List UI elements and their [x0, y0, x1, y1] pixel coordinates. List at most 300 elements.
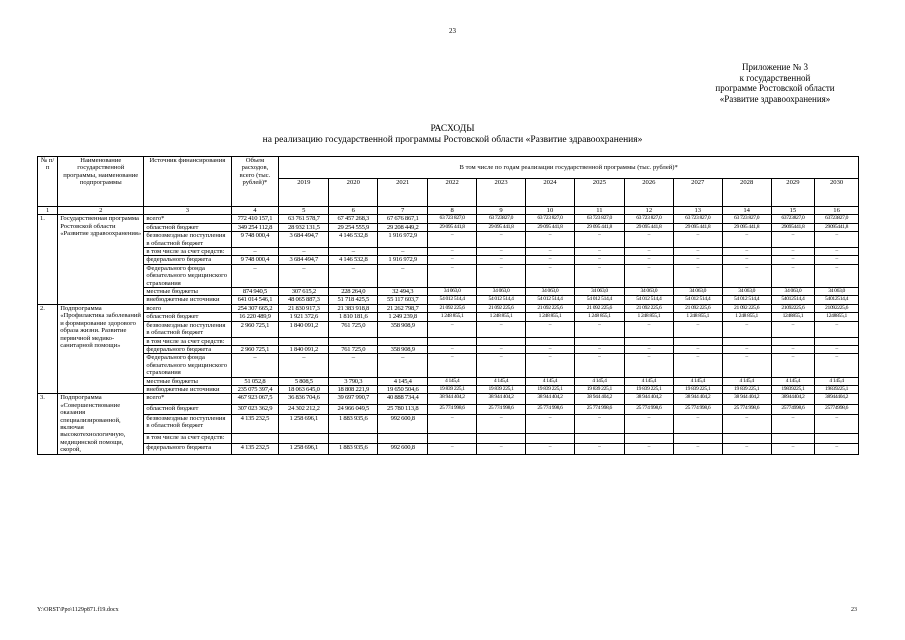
- table-row: [38, 414, 859, 433]
- amount-cell: 24 302 212,2: [279, 404, 329, 414]
- amount-cell: 28 932 131,5: [279, 223, 329, 231]
- amount-cell: [722, 337, 771, 345]
- amount-cell: 34 063,0: [771, 288, 815, 296]
- amount-cell: [574, 337, 624, 345]
- amount-cell: –: [815, 248, 859, 256]
- header-years-group: В том числе по годам реализации государственной программы (тыс. рублей)*: [279, 157, 859, 179]
- amount-cell: 29 095 441,8: [428, 223, 477, 231]
- appendix-line: «Развитие здравоохранения»: [719, 93, 831, 104]
- amount-cell: 63 723 827,0: [722, 215, 771, 223]
- amount-cell: –: [722, 232, 771, 248]
- amount-cell: 29 095 441,8: [624, 223, 673, 231]
- amount-cell: 19 839 225,1: [526, 385, 575, 393]
- header-year: 2023: [477, 179, 526, 207]
- table-row: [38, 296, 859, 304]
- amount-cell: 34 063,0: [624, 288, 673, 296]
- amount-cell: 38944404,2: [771, 394, 815, 404]
- amount-cell: 1 248 855,1: [526, 313, 575, 321]
- amount-cell: –: [329, 248, 378, 256]
- amount-cell: 1 248 855,1: [673, 313, 722, 321]
- amount-cell: [624, 434, 673, 444]
- amount-cell: 307 023 362,9: [231, 404, 279, 414]
- amount-cell: 1 921 372,6: [279, 313, 329, 321]
- funding-source: всего: [144, 304, 231, 312]
- expenses-table-wrapper: [37, 156, 859, 455]
- amount-cell: 25 774 998,6: [574, 404, 624, 414]
- table-row: [38, 434, 859, 444]
- amount-cell: –: [231, 354, 279, 377]
- amount-cell: –: [673, 345, 722, 353]
- amount-cell: 19839225,1: [815, 385, 859, 393]
- amount-cell: 36 836 704,6: [279, 394, 329, 404]
- amount-cell: –: [673, 321, 722, 337]
- amount-cell: 761 725,0: [329, 345, 378, 353]
- amount-cell: 34 063,0: [526, 288, 575, 296]
- amount-cell: –: [815, 354, 859, 377]
- amount-cell: 9 748 000,4: [231, 232, 279, 248]
- amount-cell: 63 723 827,0: [624, 215, 673, 223]
- funding-source: федерального бюджета: [144, 256, 231, 264]
- amount-cell: 63 723 827,0: [574, 215, 624, 223]
- amount-cell: 67 457 268,3: [329, 215, 378, 223]
- amount-cell: 54 012 514,4: [428, 296, 477, 304]
- amount-cell: –: [428, 321, 477, 337]
- appendix-line: программе Ростовской области: [715, 83, 835, 93]
- amount-cell: –: [624, 248, 673, 256]
- amount-cell: –: [771, 256, 815, 264]
- table-row: [38, 313, 859, 321]
- column-index: 5: [279, 207, 329, 215]
- amount-cell: –: [673, 256, 722, 264]
- amount-cell: 25 780 113,8: [378, 404, 428, 414]
- amount-cell: 235 075 397,4: [231, 385, 279, 393]
- amount-cell: 25 774 998,6: [477, 404, 526, 414]
- amount-cell: –: [526, 264, 575, 287]
- amount-cell: –: [624, 232, 673, 248]
- amount-cell: [477, 434, 526, 444]
- amount-cell: 29 095 441,8: [526, 223, 575, 231]
- funding-source: местные бюджеты: [144, 288, 231, 296]
- amount-cell: –: [477, 444, 526, 454]
- amount-cell: 1 916 972,9: [378, 232, 428, 248]
- amount-cell: 1 810 181,6: [329, 313, 378, 321]
- amount-cell: 4 145,4: [428, 377, 477, 385]
- amount-cell: –: [526, 321, 575, 337]
- amount-cell: –: [771, 414, 815, 433]
- header-year: 2019: [279, 179, 329, 207]
- header-num: № п/п: [38, 157, 58, 207]
- amount-cell: –: [771, 232, 815, 248]
- amount-cell: 992 600,8: [378, 414, 428, 433]
- amount-cell: 19839225,1: [771, 385, 815, 393]
- amount-cell: 24 966 049,5: [329, 404, 378, 414]
- amount-cell: –: [378, 264, 428, 287]
- amount-cell: 992 600,8: [378, 444, 428, 454]
- page-number-top: 23: [449, 27, 456, 35]
- table-row: [38, 232, 859, 248]
- header-year: 2027: [673, 179, 722, 207]
- amount-cell: –: [574, 256, 624, 264]
- amount-cell: [428, 434, 477, 444]
- amount-cell: –: [771, 264, 815, 287]
- amount-cell: –: [428, 414, 477, 433]
- amount-cell: 358 908,9: [378, 345, 428, 353]
- amount-cell: 4 145,4: [771, 377, 815, 385]
- amount-cell: 5 808,5: [279, 377, 329, 385]
- amount-cell: –: [673, 444, 722, 454]
- amount-cell: 21 383 918,8: [329, 304, 378, 312]
- header-year: 2029: [771, 179, 815, 207]
- amount-cell: 63 723 827,0: [428, 215, 477, 223]
- amount-cell: 63 761 578,7: [279, 215, 329, 223]
- amount-cell: 4 135 232,5: [231, 444, 279, 454]
- amount-cell: 1 248 855,1: [428, 313, 477, 321]
- table-row: [38, 215, 859, 223]
- amount-cell: 38 944 404,2: [722, 394, 771, 404]
- amount-cell: [378, 434, 428, 444]
- column-index: 12: [624, 207, 673, 215]
- table-row: [38, 394, 859, 404]
- amount-cell: 54 012 514,4: [477, 296, 526, 304]
- amount-cell: –: [477, 256, 526, 264]
- funding-source: федерального бюджета: [144, 345, 231, 353]
- amount-cell: 1 883 935,6: [329, 444, 378, 454]
- amount-cell: [526, 434, 575, 444]
- amount-cell: 25774998,6: [815, 404, 859, 414]
- amount-cell: [477, 337, 526, 345]
- amount-cell: 21092225,6: [771, 304, 815, 312]
- amount-cell: –: [624, 321, 673, 337]
- document-title: [0, 124, 905, 146]
- amount-cell: –: [526, 256, 575, 264]
- funding-source: областной бюджет: [144, 313, 231, 321]
- amount-cell: –: [526, 414, 575, 433]
- amount-cell: 32 494,3: [378, 288, 428, 296]
- title-subheading: на реализацию государственной программы Ростовской области «Развитие здравоохранения»: [262, 135, 643, 145]
- amount-cell: 21 092 225,6: [428, 304, 477, 312]
- amount-cell: 29 254 555,9: [329, 223, 378, 231]
- amount-cell: –: [815, 232, 859, 248]
- amount-cell: –: [428, 264, 477, 287]
- amount-cell: –: [279, 354, 329, 377]
- amount-cell: 772 410 157,1: [231, 215, 279, 223]
- amount-cell: –: [279, 264, 329, 287]
- amount-cell: 4 145,4: [624, 377, 673, 385]
- amount-cell: 63 723827,0: [477, 215, 526, 223]
- amount-cell: 18 063 645,0: [279, 385, 329, 393]
- amount-cell: 25 774 998,6: [722, 404, 771, 414]
- amount-cell: 55 117 603,7: [378, 296, 428, 304]
- amount-cell: 3 684 494,7: [279, 232, 329, 248]
- amount-cell: [771, 434, 815, 444]
- amount-cell: –: [574, 354, 624, 377]
- amount-cell: –: [624, 345, 673, 353]
- amount-cell: 1 258 696,1: [279, 444, 329, 454]
- amount-cell: –: [722, 256, 771, 264]
- amount-cell: –: [378, 354, 428, 377]
- table-row: [38, 377, 859, 385]
- amount-cell: –: [815, 321, 859, 337]
- amount-cell: 1 249 239,8: [378, 313, 428, 321]
- funding-source: всего*: [144, 394, 231, 404]
- amount-cell: –: [722, 444, 771, 454]
- amount-cell: 38 944 404,2: [624, 394, 673, 404]
- amount-cell: 1 248 855,1: [624, 313, 673, 321]
- amount-cell: [815, 337, 859, 345]
- amount-cell: 29 095 441,8: [673, 223, 722, 231]
- amount-cell: 4 145,4: [574, 377, 624, 385]
- amount-cell: 21092225,6: [815, 304, 859, 312]
- amount-cell: 4 135 232,5: [231, 414, 279, 433]
- amount-cell: [673, 434, 722, 444]
- amount-cell: 19 839 225,1: [574, 385, 624, 393]
- amount-cell: –: [815, 264, 859, 287]
- funding-source: Федерального фонда обязательного медицинского страхования: [144, 354, 231, 377]
- table-row: [38, 288, 859, 296]
- column-index: 9: [477, 207, 526, 215]
- amount-cell: –: [574, 232, 624, 248]
- amount-cell: –: [329, 354, 378, 377]
- amount-cell: 38 944 404,2: [574, 394, 624, 404]
- amount-cell: 34 063,0: [428, 288, 477, 296]
- header-year: 2020: [329, 179, 378, 207]
- amount-cell: –: [624, 444, 673, 454]
- header-year: 2022: [428, 179, 477, 207]
- amount-cell: 1 840 091,2: [279, 345, 329, 353]
- amount-cell: 25774998,6: [771, 404, 815, 414]
- amount-cell: –: [771, 321, 815, 337]
- amount-cell: 4 145,4: [722, 377, 771, 385]
- header-volume: Объем расходов, всего (тыс. рублей)*: [231, 157, 279, 207]
- amount-cell: –: [624, 354, 673, 377]
- amount-cell: [378, 337, 428, 345]
- amount-cell: [673, 337, 722, 345]
- amount-cell: 29 095 441,8: [477, 223, 526, 231]
- amount-cell: –: [428, 354, 477, 377]
- amount-cell: 39 697 990,7: [329, 394, 378, 404]
- amount-cell: –: [526, 248, 575, 256]
- footer-page-number: 23: [851, 607, 857, 613]
- funding-source: в том числе за счет средств:: [144, 337, 231, 345]
- amount-cell: 29 095 441,8: [722, 223, 771, 231]
- section-name: Государственная программа Ростовской области «Развитие здравоохранения»: [58, 215, 144, 304]
- amount-cell: –: [624, 264, 673, 287]
- amount-cell: 4 145,4: [378, 377, 428, 385]
- amount-cell: 63 723 827,0: [526, 215, 575, 223]
- amount-cell: 18 808 221,9: [329, 385, 378, 393]
- column-index: 2: [58, 207, 144, 215]
- amount-cell: 641 014 546,1: [231, 296, 279, 304]
- amount-cell: 1 258 696,1: [279, 414, 329, 433]
- column-index: 14: [722, 207, 771, 215]
- column-index: 16: [815, 207, 859, 215]
- amount-cell: 349 254 112,8: [231, 223, 279, 231]
- footer-file-path: Y:\ORST\Ppo\1129p871.f19.docx: [37, 607, 119, 613]
- header-year: 2025: [574, 179, 624, 207]
- amount-cell: 67 676 867,1: [378, 215, 428, 223]
- amount-cell: 467 923 067,5: [231, 394, 279, 404]
- amount-cell: –: [624, 414, 673, 433]
- amount-cell: 19 650 504,6: [378, 385, 428, 393]
- amount-cell: [526, 337, 575, 345]
- table-row: [38, 264, 859, 287]
- amount-cell: 1 248 855,1: [722, 313, 771, 321]
- amount-cell: –: [673, 264, 722, 287]
- amount-cell: –: [428, 256, 477, 264]
- amount-cell: –: [574, 414, 624, 433]
- amount-cell: [428, 337, 477, 345]
- column-index: 10: [526, 207, 575, 215]
- header-name: Наименование государственной программы, наименование подпрограммы: [58, 157, 144, 207]
- amount-cell: 2 960 725,1: [231, 321, 279, 337]
- amount-cell: 2 960 725,1: [231, 345, 279, 353]
- amount-cell: 3 790,3: [329, 377, 378, 385]
- amount-cell: 21 830 917,3: [279, 304, 329, 312]
- header-source: Источник финансирования: [144, 157, 231, 207]
- amount-cell: [624, 337, 673, 345]
- amount-cell: 29 095 441,8: [574, 223, 624, 231]
- amount-cell: 54 012 514,4: [673, 296, 722, 304]
- amount-cell: 63723827,0: [815, 215, 859, 223]
- funding-source: областной бюджет: [144, 223, 231, 231]
- amount-cell: 3 684 494,7: [279, 256, 329, 264]
- amount-cell: 16 220 489,9: [231, 313, 279, 321]
- amount-cell: –: [722, 248, 771, 256]
- amount-cell: –: [574, 444, 624, 454]
- amount-cell: 4 145,4: [526, 377, 575, 385]
- table-row: [38, 444, 859, 454]
- table-row: [38, 223, 859, 231]
- amount-cell: 19 839 225,1: [722, 385, 771, 393]
- amount-cell: –: [477, 321, 526, 337]
- amount-cell: –: [231, 248, 279, 256]
- amount-cell: –: [477, 354, 526, 377]
- amount-cell: 307 615,2: [279, 288, 329, 296]
- column-index: 1: [38, 207, 58, 215]
- amount-cell: 25 774 998,6: [526, 404, 575, 414]
- amount-cell: 38944404,2: [815, 394, 859, 404]
- table-row: [38, 404, 859, 414]
- section-number: 1.: [38, 215, 58, 304]
- funding-source: внебюджетные источники: [144, 296, 231, 304]
- amount-cell: 21 092 225,6: [624, 304, 673, 312]
- amount-cell: –: [477, 414, 526, 433]
- appendix-block: [690, 62, 860, 104]
- funding-source: всего*: [144, 215, 231, 223]
- funding-source: в том числе за счет средств:: [144, 248, 231, 256]
- column-index: 13: [673, 207, 722, 215]
- amount-cell: –: [428, 345, 477, 353]
- amount-cell: 874 940,5: [231, 288, 279, 296]
- amount-cell: –: [574, 345, 624, 353]
- amount-cell: 4 146 532,8: [329, 232, 378, 248]
- amount-cell: 1248855,1: [771, 313, 815, 321]
- amount-cell: 54 012 514,4: [574, 296, 624, 304]
- amount-cell: 21 092 225,6: [673, 304, 722, 312]
- appendix-line: к государственной: [739, 72, 811, 83]
- amount-cell: 21 262 798,7: [378, 304, 428, 312]
- funding-source: безвозмездные поступления в областной бюджет: [144, 232, 231, 248]
- amount-cell: [722, 434, 771, 444]
- amount-cell: –: [771, 345, 815, 353]
- amount-cell: –: [673, 248, 722, 256]
- title-heading: РАСХОДЫ: [430, 124, 475, 134]
- amount-cell: 1 840 091,2: [279, 321, 329, 337]
- amount-cell: 1248855,1: [815, 313, 859, 321]
- funding-source: местные бюджеты: [144, 377, 231, 385]
- table-row: [38, 385, 859, 393]
- amount-cell: 25 774 998,6: [428, 404, 477, 414]
- amount-cell: –: [526, 354, 575, 377]
- amount-cell: 21 092 225,6: [526, 304, 575, 312]
- amount-cell: –: [815, 414, 859, 433]
- section-number: 2.: [38, 304, 58, 393]
- appendix-line: Приложение № 3: [742, 62, 808, 72]
- amount-cell: –: [574, 321, 624, 337]
- amount-cell: –: [428, 248, 477, 256]
- column-index: 8: [428, 207, 477, 215]
- amount-cell: 19 839 225,1: [477, 385, 526, 393]
- column-index: 6: [329, 207, 378, 215]
- header-year: 2024: [526, 179, 575, 207]
- amount-cell: 254 307 665,2: [231, 304, 279, 312]
- amount-cell: [279, 337, 329, 345]
- amount-cell: 19 839 225,1: [428, 385, 477, 393]
- amount-cell: 4 145,4: [815, 377, 859, 385]
- funding-source: внебюджетные источники: [144, 385, 231, 393]
- section-name: Подпрограмма «Профилактика заболеваний и формирование здорового образа жизни. Развитие первичной медико-санитарной помощи»: [58, 304, 144, 393]
- amount-cell: 228 264,0: [329, 288, 378, 296]
- table-row: [38, 354, 859, 377]
- column-index: 3: [144, 207, 231, 215]
- amount-cell: –: [722, 354, 771, 377]
- amount-cell: 358 908,9: [378, 321, 428, 337]
- amount-cell: –: [771, 248, 815, 256]
- amount-cell: 54012514,4: [815, 296, 859, 304]
- amount-cell: 4 146 532,8: [329, 256, 378, 264]
- amount-cell: [574, 434, 624, 444]
- amount-cell: [329, 337, 378, 345]
- amount-cell: –: [231, 264, 279, 287]
- amount-cell: 4 145,4: [673, 377, 722, 385]
- table-row: [38, 321, 859, 337]
- amount-cell: 761 725,0: [329, 321, 378, 337]
- amount-cell: 1 916 972,9: [378, 256, 428, 264]
- amount-cell: 25 774 998,6: [624, 404, 673, 414]
- amount-cell: 51 718 425,5: [329, 296, 378, 304]
- amount-cell: 1 248 855,1: [477, 313, 526, 321]
- amount-cell: 29095441,8: [771, 223, 815, 231]
- table-row: [38, 304, 859, 312]
- amount-cell: 38 944 404,2: [673, 394, 722, 404]
- amount-cell: [231, 337, 279, 345]
- amount-cell: 19 839 225,1: [673, 385, 722, 393]
- column-index: 4: [231, 207, 279, 215]
- amount-cell: [329, 434, 378, 444]
- amount-cell: 19 839 225,1: [624, 385, 673, 393]
- amount-cell: 21 092 225,6: [477, 304, 526, 312]
- amount-cell: 38 944 404,2: [477, 394, 526, 404]
- amount-cell: 25 774 998,6: [673, 404, 722, 414]
- amount-cell: 38 944 404,2: [428, 394, 477, 404]
- amount-cell: –: [574, 248, 624, 256]
- amount-cell: 34 063,0: [673, 288, 722, 296]
- amount-cell: 9 748 000,4: [231, 256, 279, 264]
- header-year: 2030: [815, 179, 859, 207]
- funding-source: безвозмездные поступления в областной бюджет: [144, 414, 231, 433]
- amount-cell: –: [526, 345, 575, 353]
- amount-cell: –: [477, 345, 526, 353]
